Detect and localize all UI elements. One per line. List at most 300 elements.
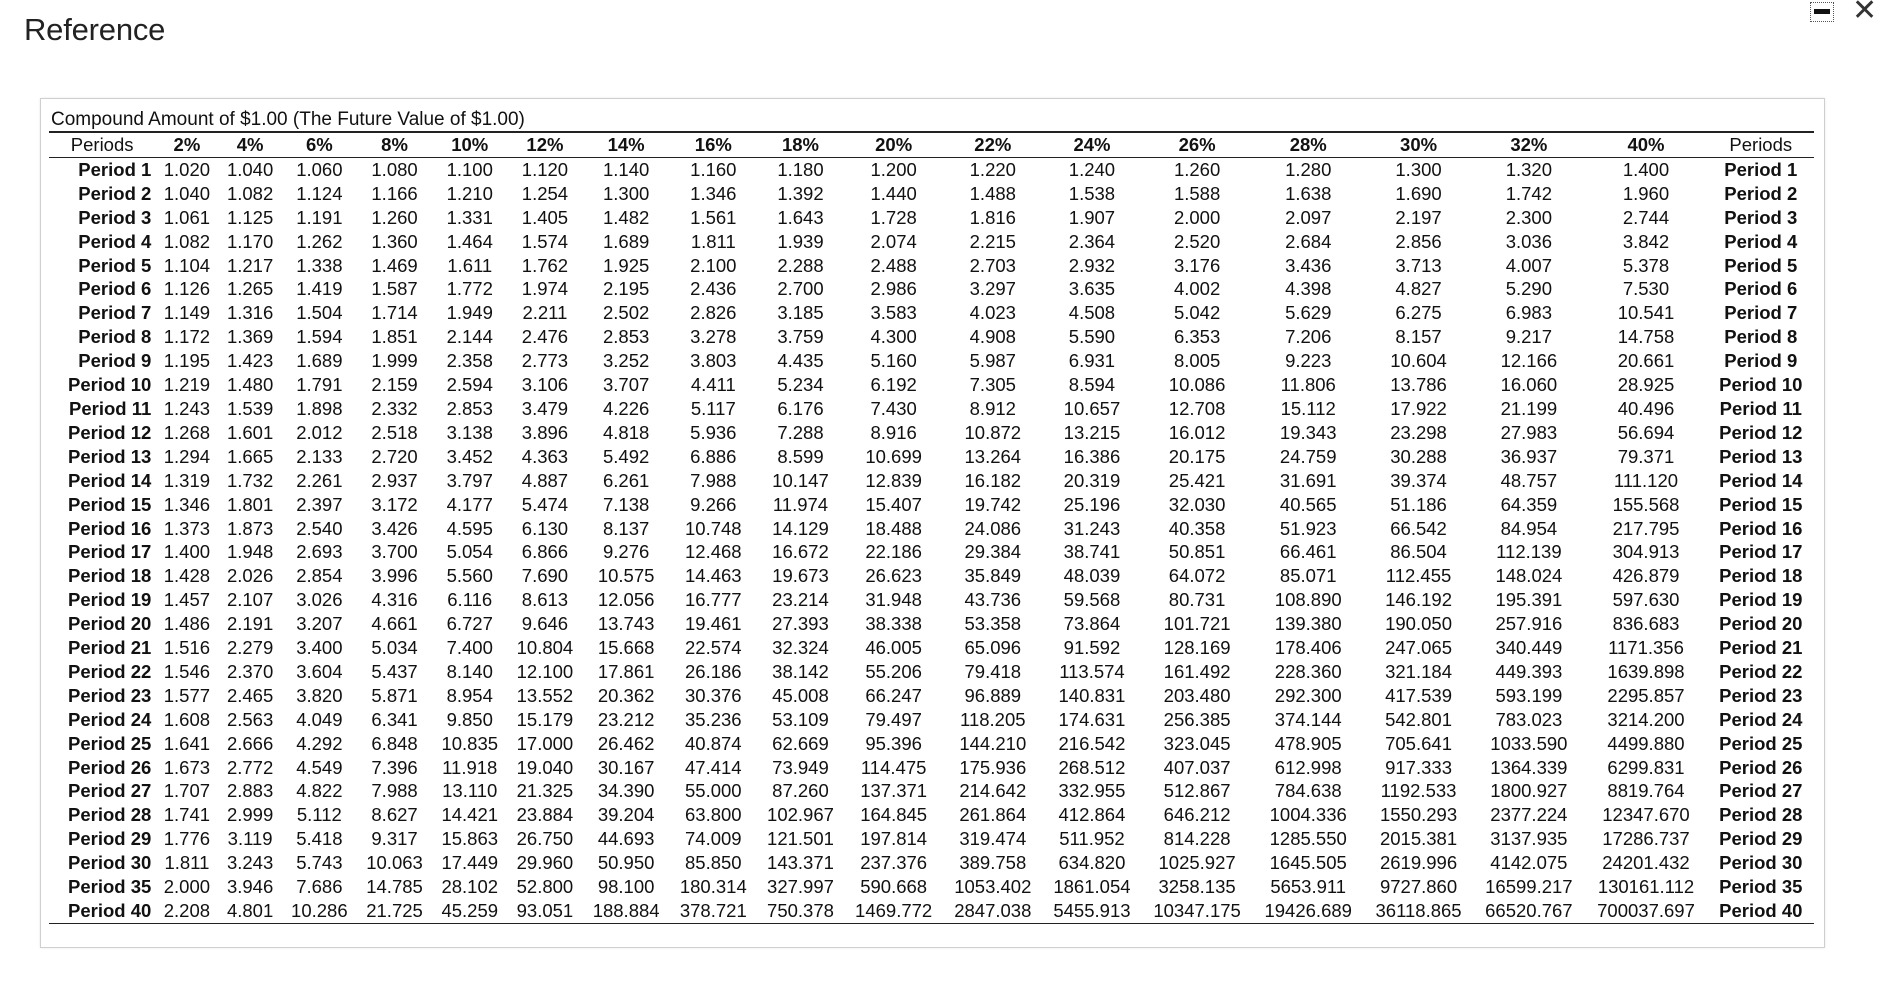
table-cell: 5.437	[371, 660, 418, 682]
table-cell: 214.642	[959, 780, 1027, 802]
table-cell: 2.197	[1395, 206, 1442, 228]
table-cell: 12.839	[865, 469, 922, 491]
table-cell: 8.954	[446, 684, 493, 706]
table-cell: 9.266	[690, 493, 737, 515]
table-cell: 2015.381	[1379, 828, 1458, 850]
table-cell: 634.820	[1058, 852, 1126, 874]
table-cell: 12.708	[1168, 397, 1226, 419]
table-cell: 66520.767	[1485, 900, 1573, 921]
table-cell: 31.691	[1279, 469, 1337, 491]
column-header-periods: Periods	[70, 134, 134, 155]
row-label-right: Period 23	[1719, 684, 1803, 706]
table-cell: 2.370	[226, 660, 274, 682]
table-cell: 39.374	[1390, 469, 1447, 491]
row-label: Period 18	[68, 565, 152, 587]
column-header-rate: 24%	[1073, 134, 1111, 155]
row-label-right: Period 9	[1724, 350, 1798, 372]
table-cell: 66.542	[1390, 517, 1447, 539]
table-cell: 1.160	[690, 158, 737, 180]
table-cell: 5.590	[1068, 326, 1116, 348]
table-row	[49, 421, 1814, 445]
table-cell: 2.358	[446, 350, 493, 372]
table-row	[49, 230, 1814, 254]
table-cell: 19.343	[1279, 421, 1337, 443]
table-cell: 1.690	[1395, 182, 1442, 204]
row-label: Period 27	[68, 780, 152, 802]
compound-amount-table	[49, 131, 1814, 924]
table-cell: 1.082	[163, 230, 211, 252]
table-cell: 1.482	[602, 206, 650, 228]
table-cell: 2.465	[226, 684, 274, 706]
table-cell: 3.700	[371, 541, 418, 563]
table-cell: 5.936	[690, 421, 737, 443]
table-cell: 1.082	[226, 182, 274, 204]
table-cell: 4.363	[521, 445, 569, 467]
row-label-right: Period 30	[1719, 852, 1803, 874]
table-cell: 1.346	[690, 182, 737, 204]
table-cell: 1.120	[521, 158, 569, 180]
table-cell: 23.884	[516, 804, 574, 826]
table-cell: 27.983	[1500, 421, 1558, 443]
close-icon[interactable]: ✕	[1852, 0, 1877, 27]
table-cell: 304.913	[1612, 541, 1680, 563]
table-cell: 321.184	[1385, 660, 1452, 682]
table-cell: 5.160	[870, 350, 917, 372]
row-label: Period 1	[78, 158, 152, 180]
table-cell: 10.804	[516, 637, 574, 659]
table-cell: 73.864	[1063, 613, 1121, 635]
table-cell: 9.276	[602, 541, 650, 563]
table-cell: 4.822	[296, 780, 343, 802]
row-label: Period 14	[68, 469, 152, 491]
table-cell: 22.574	[685, 637, 742, 659]
table-cell: 197.814	[860, 828, 928, 850]
row-label-right: Period 14	[1719, 469, 1803, 491]
row-label: Period 29	[68, 828, 152, 850]
table-cell: 17.922	[1390, 397, 1447, 419]
table-cell: 1.851	[371, 326, 418, 348]
table-cell: 1.020	[163, 158, 211, 180]
table-cell: 3.426	[371, 517, 418, 539]
table-cell: 836.683	[1612, 613, 1680, 635]
table-cell: 1.040	[226, 158, 274, 180]
table-cell: 4.801	[226, 900, 274, 921]
table-cell: 1.689	[296, 350, 343, 372]
table-cell: 66.247	[865, 684, 922, 706]
row-label-right: Period 15	[1719, 493, 1803, 515]
table-cell: 2.097	[1285, 206, 1332, 228]
table-cell: 597.630	[1612, 589, 1680, 611]
table-cell: 1.641	[163, 732, 211, 754]
table-cell: 417.539	[1385, 684, 1452, 706]
table-cell: 19.742	[964, 493, 1022, 515]
table-cell: 814.228	[1163, 828, 1231, 850]
table-row	[49, 851, 1814, 875]
table-cell: 1.319	[163, 469, 211, 491]
table-cell: 2.000	[1173, 206, 1221, 228]
table-cell: 4.827	[1395, 278, 1442, 300]
table-cell: 5.418	[296, 828, 343, 850]
table-cell: 1.243	[163, 397, 211, 419]
table-cell: 1.338	[296, 254, 343, 276]
table-cell: 10.748	[685, 517, 742, 539]
table-cell: 10.086	[1168, 374, 1226, 396]
table-cell: 19.461	[685, 613, 742, 635]
table-row	[49, 301, 1814, 325]
table-cell: 43.736	[964, 589, 1022, 611]
table-cell: 5.112	[296, 804, 342, 826]
table-cell: 16.182	[964, 469, 1022, 491]
table-cell: 1.294	[163, 445, 211, 467]
table-cell: 1004.336	[1269, 804, 1347, 826]
table-cell: 1645.505	[1269, 852, 1347, 874]
table-cell: 1.673	[163, 756, 211, 778]
row-label: Period 7	[78, 302, 152, 324]
table-cell: 9727.860	[1379, 876, 1458, 898]
table-cell: 2.700	[777, 278, 824, 300]
table-cell: 16.060	[1500, 374, 1558, 396]
table-cell: 1.539	[226, 397, 274, 419]
table-cell: 2.856	[1395, 230, 1442, 252]
table-cell: 1.316	[226, 302, 274, 324]
row-label-right: Period 24	[1719, 708, 1803, 730]
table-cell: 86.504	[1390, 541, 1447, 563]
table-cell: 47.414	[685, 756, 742, 778]
table-cell: 1.538	[1068, 182, 1116, 204]
table-cell: 2.999	[226, 804, 274, 826]
column-header-rate: 26%	[1178, 134, 1216, 155]
table-cell: 6.931	[1068, 350, 1116, 372]
table-cell: 1.405	[521, 206, 569, 228]
reference-table-panel	[40, 98, 1825, 948]
table-cell: 26.462	[597, 732, 655, 754]
table-cell: 2.191	[226, 613, 274, 635]
table-cell: 1.516	[163, 637, 211, 659]
table-cell: 13.110	[442, 780, 498, 802]
table-cell: 5.987	[969, 350, 1016, 372]
table-row	[49, 493, 1814, 517]
row-label: Period 15	[68, 493, 152, 515]
table-cell: 7.138	[602, 493, 650, 515]
table-cell: 13.215	[1063, 421, 1121, 443]
table-cell: 2.518	[371, 421, 418, 443]
table-cell: 3.946	[226, 876, 274, 898]
table-cell: 6299.831	[1607, 756, 1685, 778]
table-cell: 1.060	[296, 158, 343, 180]
table-cell: 6.353	[1173, 326, 1221, 348]
table-row	[49, 540, 1814, 564]
table-cell: 1.170	[226, 230, 274, 252]
row-label-right: Period 6	[1724, 278, 1798, 300]
column-header-rate: 12%	[526, 134, 564, 155]
table-cell: 6.176	[777, 397, 824, 419]
table-cell: 6.192	[870, 374, 917, 396]
table-cell: 2.488	[870, 254, 917, 276]
table-cell: 1.392	[777, 182, 824, 204]
table-cell: 1.061	[163, 206, 211, 228]
table-cell: 3.138	[446, 421, 493, 443]
row-label: Period 12	[68, 421, 152, 443]
table-row	[49, 373, 1814, 397]
table-cell: 1.611	[447, 254, 493, 276]
table-cell: 19426.689	[1264, 900, 1352, 921]
table-cell: 16599.217	[1485, 876, 1573, 898]
table-cell: 10347.175	[1153, 900, 1241, 921]
table-cell: 50.950	[597, 852, 655, 874]
table-cell: 2.703	[969, 254, 1016, 276]
table-cell: 1.166	[371, 182, 418, 204]
table-cell: 1.574	[521, 230, 569, 252]
table-cell: 190.050	[1385, 613, 1452, 635]
table-cell: 1.665	[226, 445, 274, 467]
table-cell: 3.707	[602, 374, 650, 396]
table-cell: 4142.075	[1490, 852, 1568, 874]
table-cell: 44.693	[597, 828, 655, 850]
table-row	[49, 325, 1814, 349]
table-cell: 80.731	[1168, 589, 1226, 611]
table-cell: 3.896	[521, 421, 569, 443]
table-cell: 13.552	[516, 684, 574, 706]
table-cell: 1.577	[163, 684, 211, 706]
table-cell: 292.300	[1274, 684, 1342, 706]
table-cell: 14.421	[441, 804, 499, 826]
table-cell: 1.400	[1622, 158, 1670, 180]
table-cell: 1.811	[164, 852, 210, 874]
table-cell: 7.988	[371, 780, 418, 802]
table-row	[49, 684, 1814, 708]
table-cell: 2.000	[163, 876, 211, 898]
table-cell: 55.206	[865, 660, 922, 682]
table-cell: 2.133	[296, 445, 343, 467]
table-cell: 17.000	[516, 732, 574, 754]
table-cell: 6.848	[371, 732, 418, 754]
table-cell: 2.854	[296, 565, 343, 587]
row-label: Period 9	[78, 350, 152, 372]
table-cell: 5.629	[1285, 302, 1332, 324]
table-cell: 6.727	[446, 613, 493, 635]
row-label-right: Period 20	[1719, 613, 1803, 635]
row-label: Period 19	[68, 589, 152, 611]
table-cell: 15.112	[1280, 397, 1336, 419]
table-cell: 14.758	[1617, 326, 1675, 348]
table-cell: 155.568	[1612, 493, 1680, 515]
table-cell: 1.469	[371, 254, 418, 276]
row-label-right: Period 1	[1724, 158, 1798, 180]
table-cell: 38.338	[865, 613, 922, 635]
table-cell: 6.341	[371, 708, 418, 730]
page-title: Reference	[24, 12, 166, 47]
column-header-rate: 30%	[1400, 134, 1438, 155]
table-cell: 3.604	[296, 660, 343, 682]
table-cell: 2.012	[296, 421, 343, 443]
table-cell: 56.694	[1617, 421, 1675, 443]
table-cell: 7.690	[521, 565, 569, 587]
table-cell: 180.314	[679, 876, 747, 898]
table-cell: 5.290	[1505, 278, 1553, 300]
column-header-rate: 4%	[236, 134, 264, 155]
table-cell: 24201.432	[1602, 852, 1690, 874]
table-cell: 1.741	[163, 804, 211, 826]
table-caption: Compound Amount of $1.00 (The Future Value of $1.00)	[51, 109, 525, 130]
table-cell: 12347.670	[1602, 804, 1690, 826]
table-cell: 50.851	[1168, 541, 1226, 563]
table-cell: 6.130	[521, 517, 569, 539]
table-cell: 3.252	[602, 350, 650, 372]
table-cell: 1.280	[1285, 158, 1332, 180]
table-cell: 1025.927	[1158, 852, 1236, 874]
table-cell: 2.208	[163, 900, 211, 921]
table-row	[49, 254, 1814, 278]
table-cell: 164.845	[860, 804, 928, 826]
table-cell: 705.641	[1385, 732, 1452, 754]
table-cell: 28.102	[441, 876, 499, 898]
row-label-right: Period 10	[1719, 374, 1803, 396]
table-cell: 40.496	[1617, 397, 1675, 419]
table-cell: 917.333	[1385, 756, 1452, 778]
table-cell: 113.574	[1059, 660, 1125, 682]
table-cell: 29.384	[964, 541, 1022, 563]
table-cell: 10.147	[772, 469, 829, 491]
table-cell: 750.378	[767, 900, 834, 921]
table-cell: 3.759	[777, 326, 824, 348]
table-cell: 30.376	[685, 684, 742, 706]
table-cell: 87.260	[772, 780, 829, 802]
table-cell: 1.601	[226, 421, 274, 443]
table-cell: 1.360	[371, 230, 418, 252]
table-cell: 14.129	[772, 517, 829, 539]
table-cell: 1.191	[296, 206, 343, 228]
table-cell: 3.820	[296, 684, 343, 706]
column-header-rate: 28%	[1289, 134, 1327, 155]
table-cell: 1.728	[870, 206, 917, 228]
table-cell: 3.583	[870, 302, 917, 324]
table-cell: 95.396	[865, 732, 922, 754]
table-cell: 20.362	[597, 684, 655, 706]
table-cell: 12.100	[516, 660, 574, 682]
table-cell: 1.873	[226, 517, 274, 539]
table-cell: 7.288	[777, 421, 824, 443]
table-cell: 1.594	[296, 326, 343, 348]
table-row	[49, 875, 1814, 899]
table-cell: 2.563	[226, 708, 274, 730]
table-cell: 261.864	[959, 804, 1027, 826]
table-cell: 10.575	[597, 565, 655, 587]
row-label: Period 24	[68, 708, 152, 730]
table-cell: 1.486	[163, 613, 211, 635]
minimize-icon[interactable]	[1810, 2, 1834, 22]
table-cell: 2.107	[226, 589, 274, 611]
table-cell: 4.887	[521, 469, 569, 491]
table-cell: 784.638	[1274, 780, 1342, 802]
table-cell: 4.177	[446, 493, 493, 515]
table-cell: 111.120	[1613, 469, 1679, 491]
table-cell: 2.693	[296, 541, 343, 563]
table-cell: 2377.224	[1490, 804, 1568, 826]
table-cell: 175.936	[959, 756, 1027, 778]
table-cell: 1.939	[777, 230, 824, 252]
table-cell: 161.492	[1163, 660, 1231, 682]
table-cell: 2.100	[690, 254, 737, 276]
row-label: Period 5	[78, 254, 152, 276]
table-cell: 1.423	[226, 350, 274, 372]
table-cell: 35.236	[685, 708, 742, 730]
table-cell: 4.300	[870, 326, 917, 348]
table-cell: 1.240	[1068, 158, 1116, 180]
table-row	[49, 708, 1814, 732]
table-cell: 1639.898	[1607, 660, 1685, 682]
table-cell: 85.850	[685, 852, 742, 874]
table-cell: 30.167	[597, 756, 655, 778]
column-header-rate: 20%	[875, 134, 913, 155]
table-cell: 8.613	[521, 589, 569, 611]
table-cell: 3.026	[296, 589, 343, 611]
row-label-right: Period 11	[1719, 397, 1802, 419]
table-cell: 1.689	[602, 230, 650, 252]
table-cell: 1.100	[446, 158, 493, 180]
table-cell: 5.054	[446, 541, 493, 563]
table-cell: 8.137	[602, 517, 650, 539]
table-cell: 1.587	[371, 278, 418, 300]
table-cell: 10.835	[441, 732, 499, 754]
table-cell: 178.406	[1274, 637, 1342, 659]
table-cell: 5.474	[521, 493, 569, 515]
table-cell: 84.954	[1500, 517, 1558, 539]
table-cell: 12.166	[1500, 350, 1558, 372]
table-cell: 9.646	[521, 613, 569, 635]
table-cell: 1.040	[163, 182, 211, 204]
table-cell: 2.397	[296, 493, 343, 515]
window-controls	[1782, 0, 1877, 30]
table-cell: 1.488	[969, 182, 1016, 204]
table-cell: 1.172	[163, 326, 211, 348]
table-cell: 10.286	[291, 900, 348, 921]
table-cell: 65.096	[964, 637, 1022, 659]
table-cell: 1.643	[777, 206, 824, 228]
row-label: Period 8	[78, 326, 152, 348]
table-row	[49, 445, 1814, 469]
table-cell: 7.988	[690, 469, 737, 491]
table-cell: 1.217	[226, 254, 274, 276]
table-cell: 53.109	[772, 708, 829, 730]
row-label-right: Period 26	[1719, 756, 1803, 778]
table-cell: 3.803	[690, 350, 737, 372]
table-cell: 3.106	[521, 374, 569, 396]
table-cell: 20.175	[1168, 445, 1226, 467]
table-cell: 46.005	[865, 637, 922, 659]
row-label: Period 30	[68, 852, 152, 874]
table-cell: 5.378	[1622, 254, 1670, 276]
table-cell: 23.212	[597, 708, 655, 730]
table-cell: 10.541	[1617, 302, 1675, 324]
table-cell: 59.568	[1063, 589, 1121, 611]
table-cell: 1.254	[521, 182, 569, 204]
table-cell: 18.488	[865, 517, 922, 539]
table-cell: 63.800	[685, 804, 742, 826]
table-cell: 12.056	[597, 589, 655, 611]
table-cell: 3.172	[371, 493, 418, 515]
table-cell: 7.430	[870, 397, 917, 419]
table-row	[49, 756, 1814, 780]
table-cell: 7.305	[969, 374, 1016, 396]
table-cell: 17286.737	[1602, 828, 1690, 850]
table-cell: 7.400	[446, 637, 493, 659]
table-cell: 16.672	[772, 541, 829, 563]
table-cell: 3.297	[969, 278, 1016, 300]
table-cell: 1192.533	[1380, 780, 1457, 802]
row-label: Period 13	[68, 445, 152, 467]
row-label: Period 3	[78, 206, 152, 228]
table-cell: 237.376	[860, 852, 928, 874]
